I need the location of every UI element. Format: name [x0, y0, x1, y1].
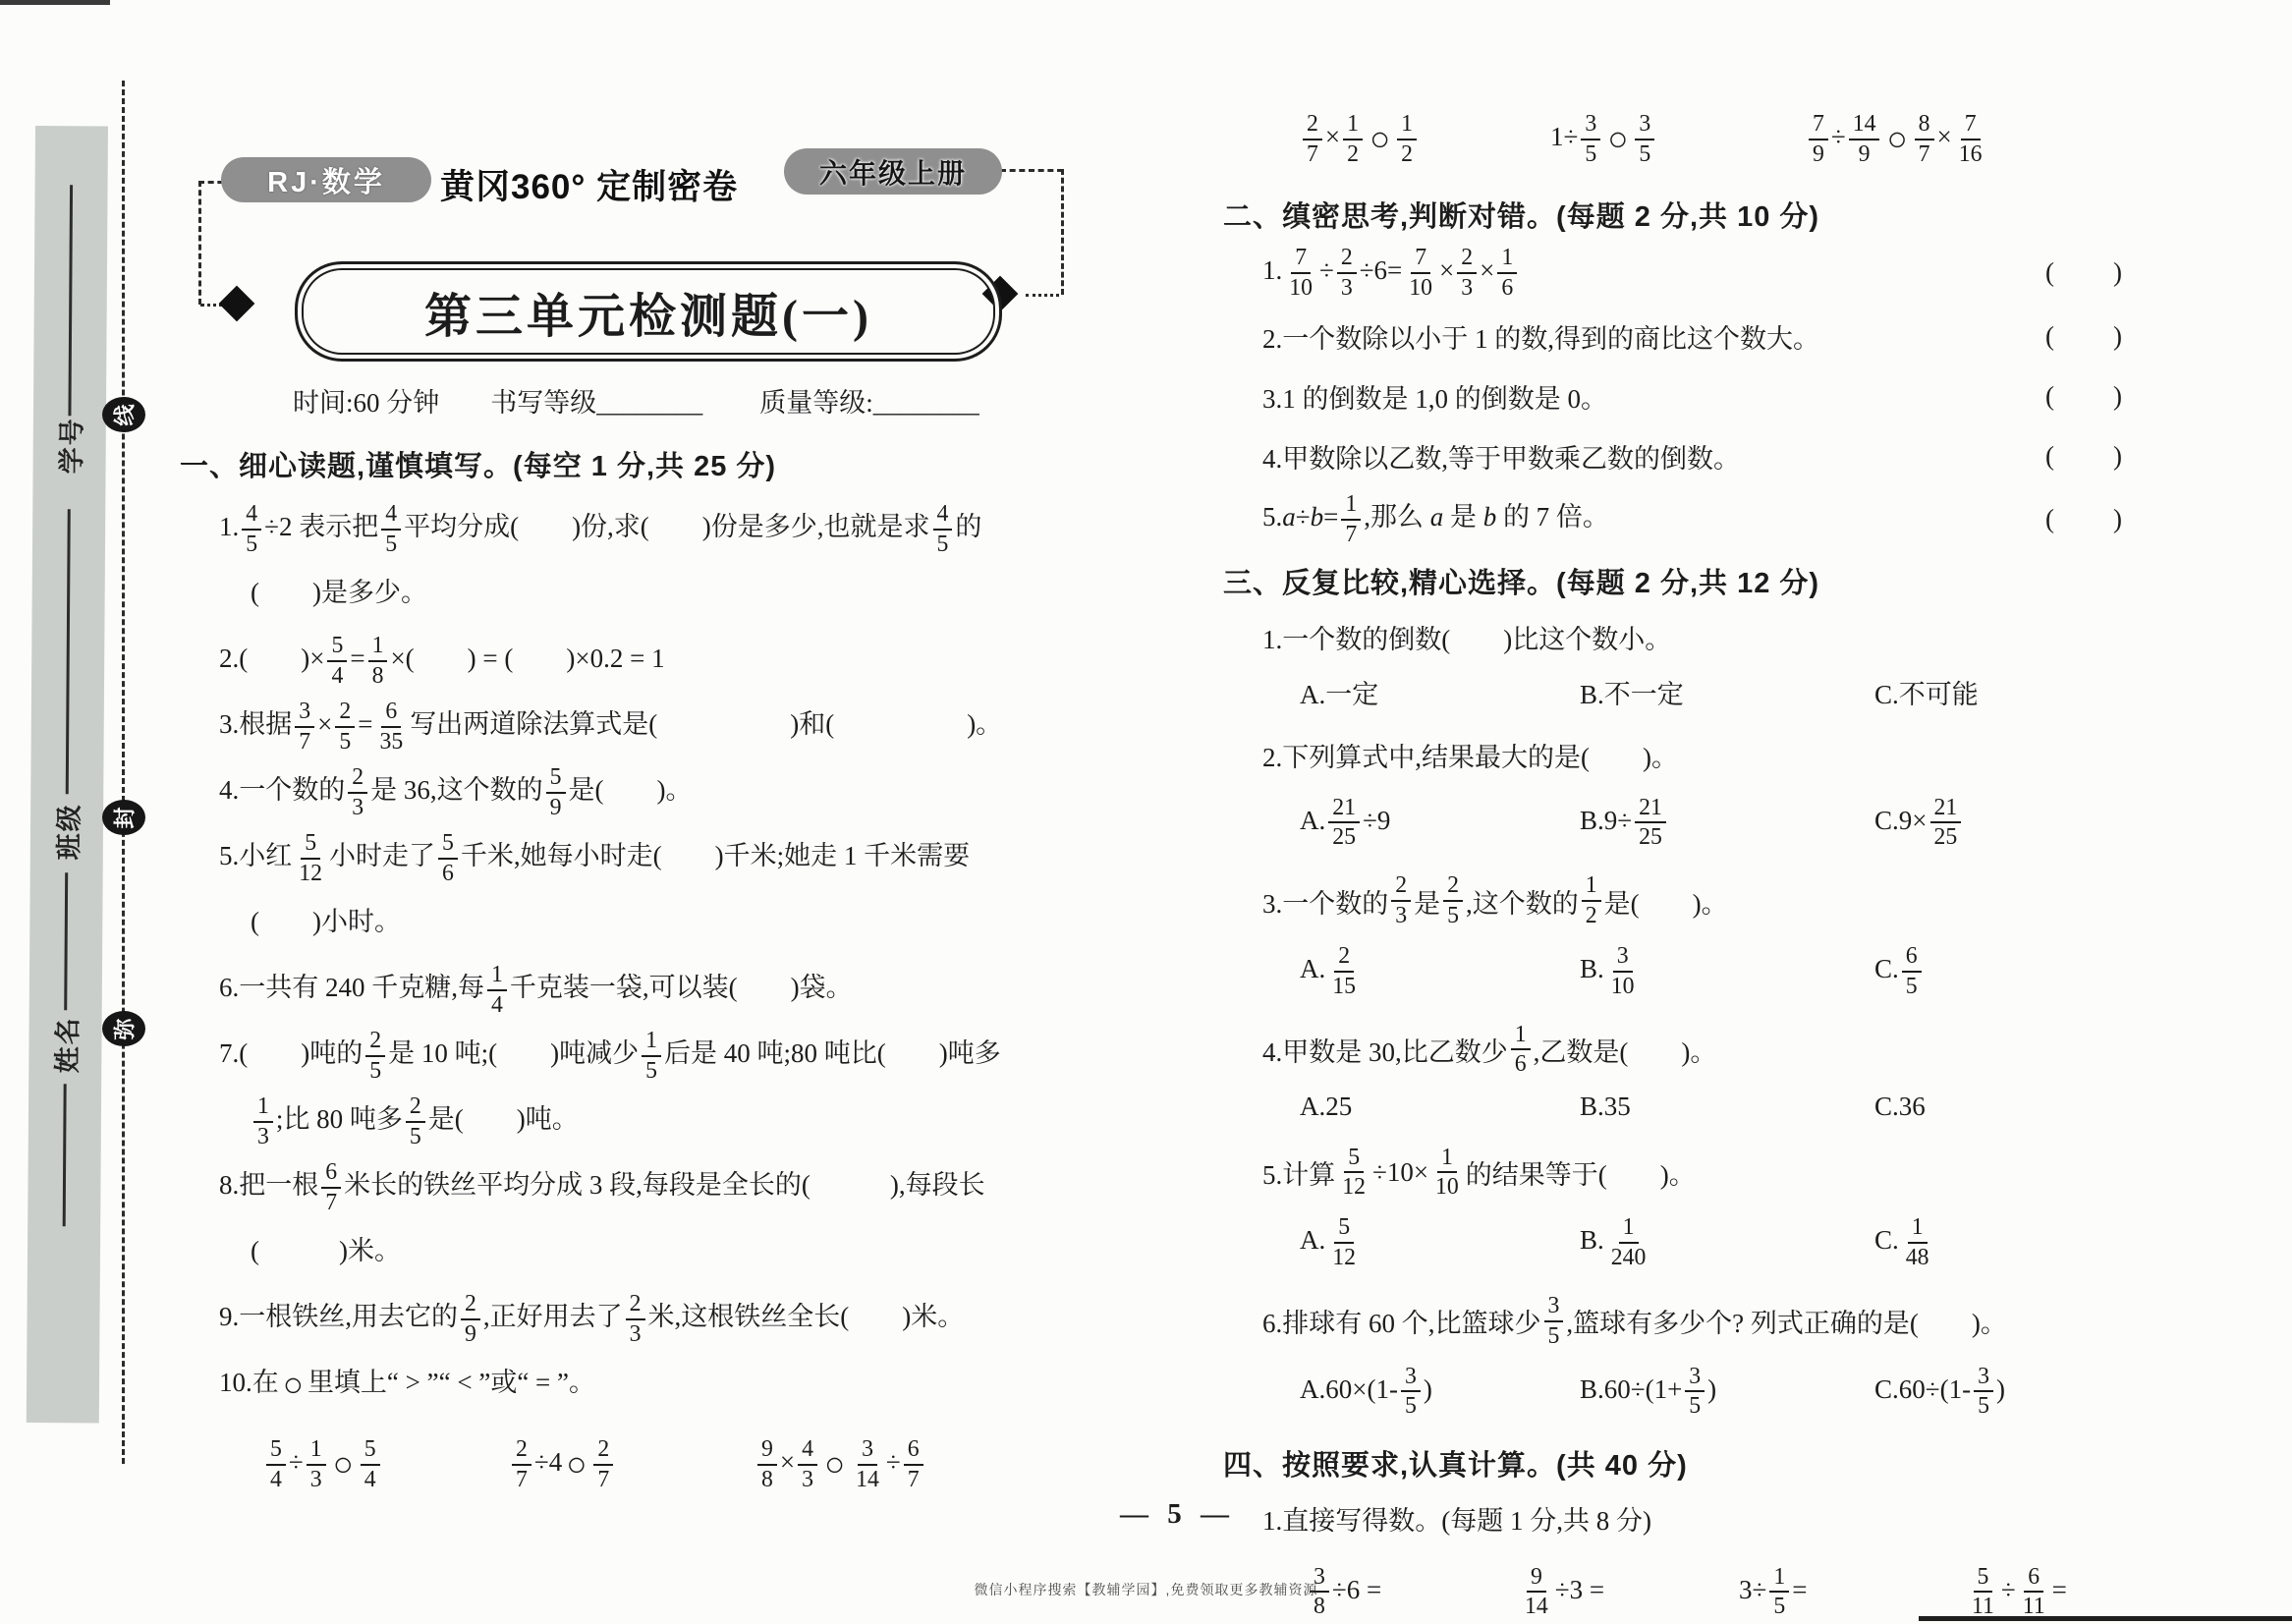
seal-field-name: 姓名 [52, 1016, 84, 1074]
seal-field-line [68, 185, 73, 416]
section4-subheading: 1.直接写得数。(每题 1 分,共 8 分) [1262, 1505, 1651, 1536]
question-line: 4.一个数的 $\frac{2}{3}$ 是 36,这个数的 $\frac{5}{9}$ 是( )。 [219, 764, 693, 820]
question-line: 10.在 ○ 里填上“ > ”“ < ”或“ = ”。 [219, 1366, 596, 1405]
choice-question-stem: 3.一个数的 $\frac{2}{3}$ 是 $\frac{2}{5}$ ,这个数的 $\frac{1}{2}$ 是( )。 [1262, 872, 1728, 929]
compare-expression: $\frac{2}{7}$ ÷4 ○ $\frac{2}{7}$ [509, 1436, 755, 1492]
choice-options-row [1223, 1080, 2250, 1135]
series-title: 黄冈360° 定制密卷 [440, 168, 739, 206]
section1-heading: 一、细心读题,谨慎填写。(每空 1 分,共 25 分) [180, 451, 777, 482]
judge-question [1223, 245, 2250, 301]
seal-mark-mi: 弥 [102, 1011, 145, 1046]
section4-heading: 四、按照要求,认真计算。(共 40 分) [1223, 1450, 1688, 1483]
judge-question [1223, 311, 2250, 361]
judge-question [1223, 431, 2250, 480]
decorative-dash [1061, 169, 1064, 295]
question-line: 8.把一根 $\frac{6}{7}$ 米长的铁丝平均分成 3 段,每段是全长的( ),每段长 [219, 1159, 985, 1215]
compare-expression: $\frac{2}{7}$ × $\frac{1}{2}$ ○ $\frac{1}{2}$ [1300, 111, 1550, 167]
scan-artifact-top [0, 0, 110, 5]
choice-options-row [1223, 931, 2250, 1012]
answer-blank: ( ) [2045, 440, 2124, 471]
choice-options-row [1223, 664, 2250, 719]
grade-badge-label: 六年级上册 [818, 157, 967, 189]
seal-field-line [64, 872, 68, 1010]
seal-strip [27, 126, 108, 1423]
compare-expression: $\frac{5}{4}$ ÷ $\frac{1}{3}$ ○ $\frac{5}{4}$ [263, 1436, 509, 1492]
choice-option: B.35 [1580, 1092, 1631, 1122]
question-line: ( )小时。 [251, 907, 401, 936]
question-line: 6.一共有 240 千克糖,每 $\frac{1}{4}$ 千克装一袋,可以装( )袋。 [219, 962, 853, 1018]
judge-text: 1. $\frac{7}{10}$ ÷ $\frac{2}{3}$ ÷6= $\frac{7}{10}$ × $\frac{2}{3}$ × $\frac{1}{6}$ [1262, 245, 1520, 301]
choice-option: B. $\frac{3}{10}$ [1580, 943, 1635, 999]
exam-title-box [295, 261, 1002, 362]
judge-question [1223, 491, 2250, 547]
choice-question-stem: 4.甲数是 30,比乙数少 $\frac{1}{6}$ ,乙数是( )。 [1262, 1021, 1717, 1078]
question-line: 5.小红 $\frac{5}{12}$ 小时走了 $\frac{5}{6}$ 千米,她每小时走( )千米;她走 1 千米需要 [219, 830, 971, 886]
choice-option: B.不一定 [1580, 679, 1684, 709]
answer-blank: ( ) [2045, 504, 2124, 534]
section-fill-in-blanks [180, 444, 1138, 1504]
calculation-item: $\frac{3}{8}$ ÷6 = [1307, 1564, 1518, 1620]
question-line: 7.( )吨的 $\frac{2}{5}$ 是 10 吨;( )吨减少 $\frac{1}{5}$ 后是 40 吨;80 吨比( )吨多 [219, 1028, 1001, 1084]
decorative-dash [1000, 169, 1063, 172]
choice-option: B.60÷(1+ $\frac{3}{5}$ ) [1580, 1363, 1717, 1420]
question-line: $\frac{1}{3}$ ;比 80 吨多 $\frac{2}{5}$ 是( )吨。 [180, 1087, 1138, 1152]
choice-options-row [1223, 1203, 2250, 1283]
choice-option: A.一定 [1300, 679, 1379, 709]
calculation-item: 3÷ $\frac{1}{5}$ = [1739, 1563, 1808, 1620]
question-line: ( )米。 [251, 1236, 401, 1265]
judge-text: 3.1 的倒数是 1,0 的倒数是 0。 [1262, 383, 1607, 414]
choice-option: A. $\frac{5}{12}$ [1300, 1214, 1356, 1271]
judge-text: 4.甲数除以乙数,等于甲数乘乙数的倒数。 [1262, 443, 1740, 474]
question-line: ( )是多少。 [251, 578, 427, 607]
choice-question-stem: 1.一个数的倒数( )比这个数小。 [1262, 624, 1672, 654]
calculation-item: $\frac{9}{14}$ ÷3 = [1525, 1563, 1605, 1620]
choice-option: C. $\frac{6}{5}$ [1874, 943, 2250, 999]
compare-expression: 1÷ $\frac{3}{5}$ ○ $\frac{3}{5}$ [1550, 111, 1806, 167]
subject-badge [221, 157, 431, 202]
compare-expressions-row [180, 1426, 1138, 1504]
choice-option: A.25 [1300, 1092, 1353, 1122]
choice-option: A. $\frac{2}{15}$ [1300, 943, 1356, 999]
grade-badge [784, 148, 1002, 195]
calculation-row [1223, 1546, 2250, 1624]
exam-time: 时间:60 分钟 [293, 388, 440, 418]
choice-question-stem: 6.排球有 60 个,比篮球少 $\frac{3}{5}$ ,篮球有多少个? 列式正确的是( )。 [1262, 1293, 2007, 1349]
page-number: — 5 — [1120, 1498, 1235, 1530]
answer-blank: ( ) [2045, 320, 2124, 351]
exam-title: 第三单元检测题(一) [424, 290, 872, 343]
seal-field-student-number: 学号 [57, 417, 87, 475]
judge-text: 2.一个数除以小于 1 的数,得到的商比这个数大。 [1262, 323, 1819, 354]
seal-field-line [63, 1084, 67, 1226]
choice-option: C.36 [1874, 1092, 1926, 1122]
right-column [1223, 98, 2250, 1624]
exam-meta-row [293, 381, 1039, 420]
seal-field-class: 班级 [54, 803, 84, 861]
diamond-icon [219, 286, 255, 322]
choice-option: C. $\frac{1}{48}$ [1874, 1214, 1929, 1271]
question-line: 2.( )× $\frac{5}{4}$ = $\frac{1}{8}$ ×( ) = ( )×0.2 = 1 [219, 633, 665, 689]
judge-question [1223, 371, 2250, 420]
choice-question-stem: 2.下列算式中,结果最大的是( )。 [1262, 742, 1678, 772]
subject-badge-label: RJ·数学 [267, 166, 385, 198]
handwriting-grade-blank: 书写等级________ [490, 388, 703, 418]
question-line: 9.一根铁丝,用去它的 $\frac{2}{9}$ ,正好用去了 $\frac{2}{3}$ 米,这根铁丝全长( )米。 [219, 1291, 965, 1347]
seal-dashed-line [122, 81, 125, 1464]
choice-option: B.9÷ $\frac{21}{25}$ [1580, 795, 1874, 851]
judge-text: 5.a÷b= $\frac{1}{7}$ ,那么 a 是 b 的 7 倍。 [1262, 491, 1609, 547]
compare-expressions-row [1223, 98, 2250, 181]
footer-note: 微信小程序搜索【教辅学园】,免费领取更多教辅资源 [974, 1582, 1318, 1597]
choice-options-row [1223, 1351, 2250, 1431]
calculation-item: $\frac{5}{11}$ ÷ $\frac{6}{11}$ = [1972, 1563, 2067, 1620]
compare-expression: $\frac{9}{8}$ × $\frac{4}{3}$ ○ $\frac{3}{14}$ ÷ $\frac{6}{7}$ [755, 1436, 1138, 1492]
choice-options-row [1223, 782, 2250, 863]
choice-question-stem: 5.计算 $\frac{5}{12}$ ÷10× $\frac{1}{10}$ 的结果等于( )。 [1262, 1144, 1696, 1201]
decorative-dash [198, 181, 201, 305]
question-line: 1. $\frac{4}{5}$ ÷2 表示把 $\frac{4}{5}$ 平均分成( )份,求( )份是多少,也就是求 $\frac{4}{5}$ 的 [219, 501, 982, 557]
answer-blank: ( ) [2045, 257, 2124, 288]
question-line: 3.根据 $\frac{3}{7}$ × $\frac{2}{5}$ = $\frac{6}{35}$ 写出两道除法算式是( )和( )。 [219, 699, 1003, 755]
section3-heading: 三、反复比较,精心选择。(每题 2 分,共 12 分) [1223, 568, 1820, 600]
seal-mark-feng: 封 [102, 800, 145, 835]
choice-option: B. $\frac{1}{240}$ [1580, 1214, 1647, 1271]
choice-option: C.不可能 [1874, 679, 1979, 709]
choice-option: A. $\frac{21}{25}$ ÷9 [1300, 794, 1391, 851]
seal-mark-line: 线 [102, 397, 145, 432]
choice-option: C.60÷(1- $\frac{3}{5}$ ) [1874, 1363, 2005, 1420]
choice-option: C.9× $\frac{21}{25}$ [1874, 795, 2250, 851]
answer-blank: ( ) [2045, 380, 2124, 411]
compare-expression: $\frac{7}{9}$ ÷ $\frac{14}{9}$ ○ $\frac{8}{7}$ × $\frac{7}{16}$ [1806, 111, 2250, 167]
seal-field-line [66, 509, 71, 794]
decorative-dots [1026, 294, 1059, 297]
section2-heading: 二、缜密思考,判断对错。(每题 2 分,共 10 分) [1223, 201, 1820, 233]
choice-option: A.60×(1- $\frac{3}{5}$ ) [1300, 1363, 1432, 1420]
quality-grade-blank: 质量等级:________ [759, 388, 979, 418]
